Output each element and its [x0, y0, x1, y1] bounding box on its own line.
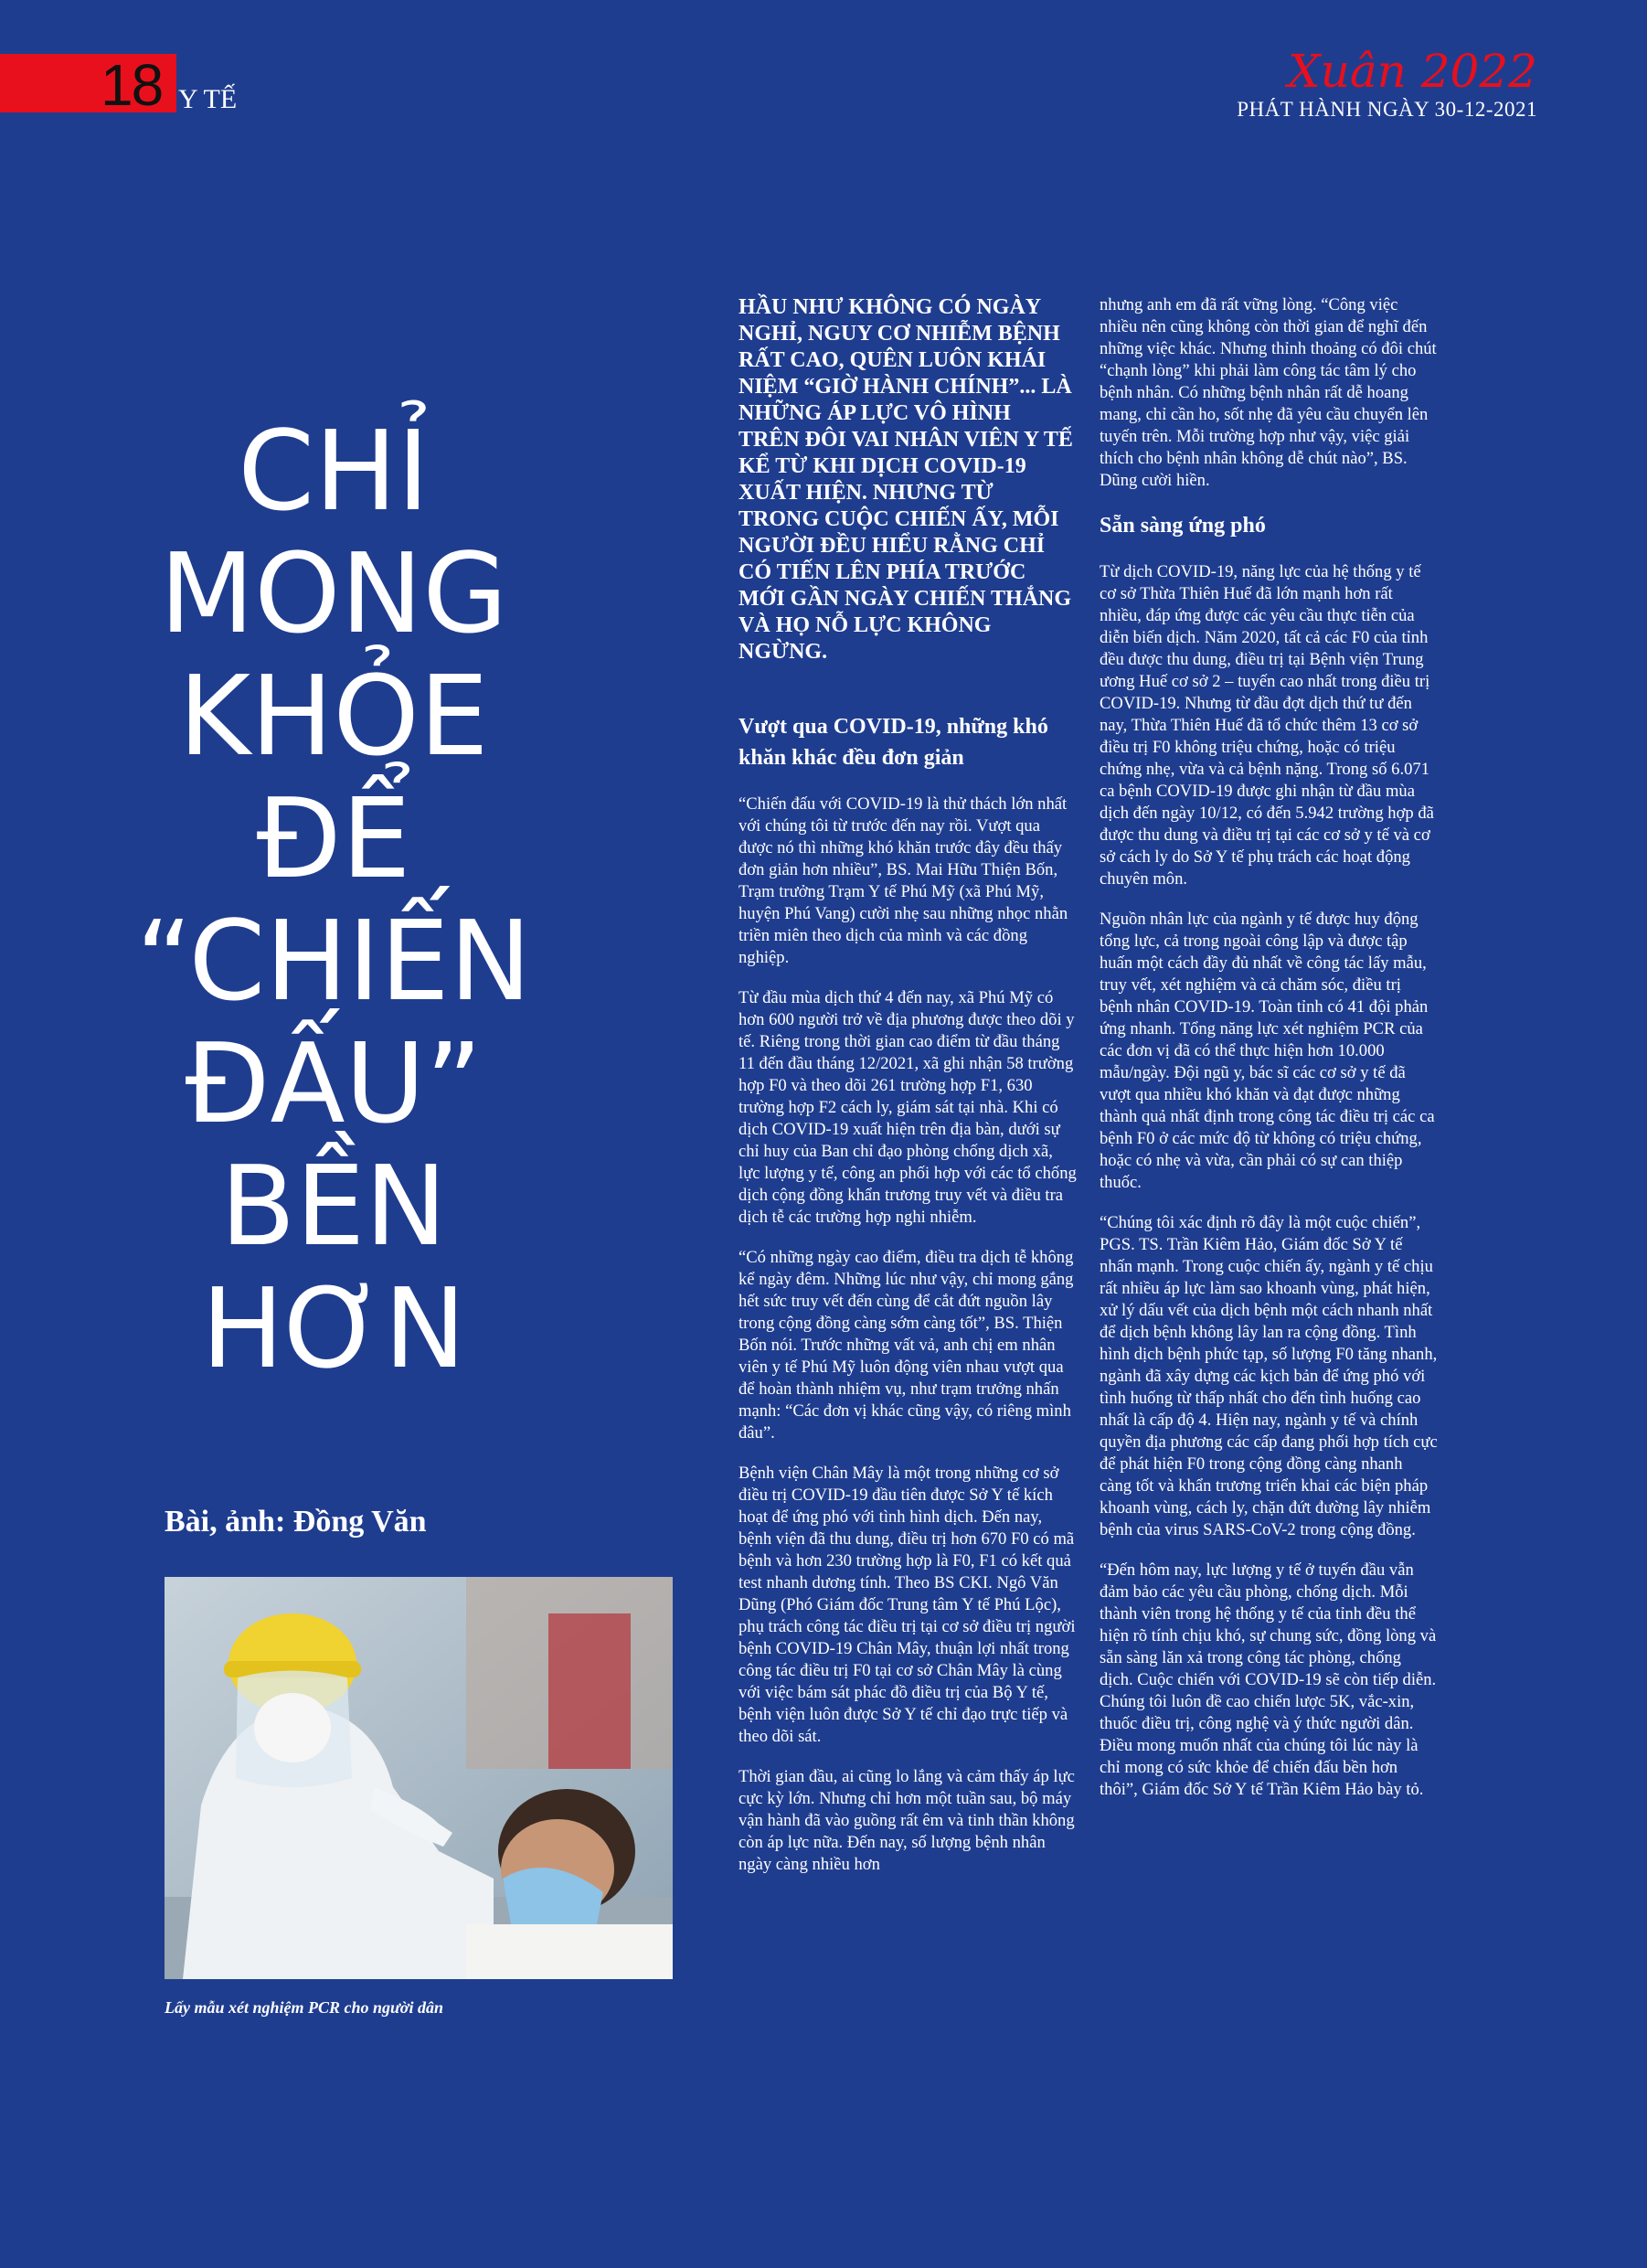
article-paragraph: Từ dịch COVID-19, năng lực của hệ thống y tế cơ sở Thừa Thiên Huế đã lớn mạnh hơn rất nhiều, đáp ứng được các yêu cầu thực tiễn của diễn biến dịch. Năm 2020, tất cả các F0 của tỉnh đều được thu dung, điều trị tại Bệnh viện Trung ương Huế cơ sở 2 – tuyến cao nhất trong điều trị COVID-19. Nhưng từ đầu đợt dịch thứ tư đến nay, Thừa Thiên Huế đã tổ chức thêm 13 cơ sở điều trị F0 không triệu chứng, hoặc có triệu chứng nhẹ, vừa và cả bệnh nặng. Trong số 6.071 ca bệnh COVID-19 được ghi nhận từ đầu mùa dịch đến ngày 10/12, có đến 5.942 trường hợp đã được thu dung và điều trị tại các cơ sở y tế và cơ sở cách ly do Sở Y tế phụ trách các hoạt động chuyên môn. — [1100, 562, 1434, 889]
section-heading: Vượt qua COVID-19, những khó khăn khác đều đơn giản — [738, 715, 1048, 770]
headline-line: “CHIẾN — [135, 899, 532, 1026]
photo-caption: Lấy mẫu xét nghiệm PCR cho người dân — [165, 1998, 443, 2017]
headline-line: MONG — [159, 531, 508, 658]
headline — [87, 411, 580, 1391]
headline-line: ĐẤU” — [185, 1021, 483, 1148]
article-paragraph: Nguồn nhân lực của ngành y tế được huy động tổng lực, cả trong ngoài công lập và được tập huấn một cách đầy đủ nhất về công tác lấy mẫu, truy vết, xét nghiệm và cả chăm sóc, điều trị bệnh nhân COVID-19. Toàn tỉnh có 41 đội phản ứng nhanh. Tổng năng lực xét nghiệm PCR của các đơn vị đã có thể thực hiện hơn 10.000 mẫu/ngày. Đội ngũ y, bác sĩ các cơ sở y tế đã vượt qua nhiều khó khăn và đạt được những thành quả nhất định trong công tác điều trị các ca bệnh F0 ở các mức độ từ không có triệu chứng, hoặc có nhẹ và vừa, cần phải có sự can thiệp thuốc. — [1100, 910, 1435, 1192]
article-column-1 — [738, 711, 1077, 1894]
section-heading: Sẵn sàng ứng phó — [1100, 514, 1266, 538]
article-paragraph: Từ đầu mùa dịch thứ 4 đến nay, xã Phú Mỹ có hơn 600 người trở về địa phương được theo dõi y tế. Riêng trong thời gian cao điểm từ đầu tháng 11 đến đầu tháng 12/2021, xã ghi nhận 58 trường hợp F0 và theo dõi 261 trường hợp F1, 630 trường hợp F2 cách ly, giám sát tại nhà. Khi có dịch COVID-19 xuất hiện trên địa bàn, dưới sự chỉ huy của Ban chỉ đạo phòng chống dịch xã, lực lượng y tế, công an phối hợp với các tổ chống dịch cộng đồng khẩn trương truy vết và điều tra dịch tễ các trường hợp nghi nhiễm. — [738, 988, 1077, 1227]
section-label: Y TẾ — [178, 84, 238, 114]
headline-line: HƠN — [201, 1266, 466, 1393]
article-paragraph: Bệnh viện Chân Mây là một trong những cơ sở điều trị COVID-19 đầu tiên được Sở Y tế kích hoạt để ứng phó với tình hình dịch. Đến nay, bệnh viện đã thu dung, điều trị hơn 670 F0 có mã bệnh và hơn 230 trường hợp là F0, F1 có kết quả test nhanh dương tính. Theo BS CKI. Ngô Văn Dũng (Phó Giám đốc Trung tâm Y tế Phú Lộc), phụ trách công tác điều trị tại cơ sở điều trị người bệnh COVID-19 Chân Mây, thuận lợi nhất trong công tác điều trị F0 tại cơ sở Chân Mây là cùng với việc bám sát phác đồ điều trị của Bộ Y tế, bệnh viện luôn được Sở Y tế chỉ đạo trực tiếp và theo dõi sát. — [738, 1464, 1076, 1746]
article-paragraph: “Đến hôm nay, lực lượng y tế ở tuyến đầu vẫn đảm bảo các yêu cầu phòng, chống dịch. Mỗi thành viên trong hệ thống y tế của tỉnh đều thể hiện rõ tính chịu khó, sự chung sức, đồng lòng và sẵn sàng lăn xả trong công tác phòng, chống dịch. Cuộc chiến với COVID-19 sẽ còn tiếp diễn. Chúng tôi luôn đề cao chiến lược 5K, vắc-xin, thuốc điều trị, công nghệ và ý thức người dân. Điều mong muốn nhất của chúng tôi lúc này là chỉ mong có sức khỏe để chiến đấu bền hơn thôi”, Giám đốc Sở Y tế Trần Kiêm Hảo bày tỏ. — [1100, 1560, 1437, 1799]
article-paragraph: “Chúng tôi xác định rõ đây là một cuộc chiến”, PGS. TS. Trần Kiêm Hảo, Giám đốc Sở Y tế nhấn mạnh. Trong cuộc chiến ấy, ngành y tế chịu rất nhiều áp lực làm sao khoanh vùng, phát hiện, xử lý dấu vết của dịch bệnh một cách nhanh nhất để dịch bệnh không lây lan ra cộng đồng. Tình hình dịch bệnh phức tạp, số lượng F0 tăng nhanh, ngành đã xây dựng các kịch bản để ứng phó với tình huống từ thấp nhất cho đến tình huống cao nhất là cấp độ 4. Hiện nay, ngành y tế và chính quyền địa phương các cấp đang phối hợp tích cực để phát hiện F0 trong cộng đồng càng nhanh càng tốt và khẩn trương triển khai các biện pháp khoanh vùng, cách ly, chặn đứt đường lây nhiễm bệnh của virus SARS-CoV-2 trong cộng đồng. — [1100, 1213, 1438, 1539]
release-date: PHÁT HÀNH NGÀY 30-12-2021 — [1237, 98, 1537, 121]
headline-line: KHỎE — [178, 654, 489, 781]
article-paragraph: nhưng anh em đã rất vững lòng. “Công việc nhiều nên cũng không còn thời gian để nghĩ đến những việc khác. Nhưng thỉnh thoảng có đôi chút “chạnh lòng” khi phải làm công tác tâm lý cho bệnh nhân. Có những bệnh nhân rất dễ hoang mang, chỉ cần ho, sốt nhẹ đã yêu cầu chuyển lên tuyến trên. Mỗi trường hợp như vậy, việc giải thích cho bệnh nhân không dễ chút nào”, BS. Dũng cười hiền. — [1100, 295, 1437, 490]
byline: Bài, ảnh: Đồng Văn — [165, 1505, 427, 1539]
edition-title: Xuân 2022 — [1288, 45, 1537, 98]
article-paragraph: Thời gian đầu, ai cũng lo lắng và cảm thấy áp lực cực kỳ lớn. Nhưng chỉ hơn một tuần sau, bộ máy vận hành đã vào guồng rất êm và tinh thần không còn áp lực nữa. Đến nay, số lượng bệnh nhân ngày càng nhiều hơn — [738, 1767, 1075, 1874]
photo-illustration — [165, 1577, 673, 1979]
page-number: 18 — [101, 52, 163, 118]
article-photo — [165, 1577, 673, 1979]
headline-line: BỀN — [220, 1144, 447, 1271]
lead-paragraph: HẦU NHƯ KHÔNG CÓ NGÀY NGHỈ, NGUY CƠ NHIỄM BỆNH RẤT CAO, QUÊN LUÔN KHÁI NIỆM “GIỜ HÀNH CHÍNH”... LÀ NHỮNG ÁP LỰC VÔ HÌNH TRÊN ĐÔI VAI NHÂN VIÊN Y TẾ KỂ TỪ KHI DỊCH COVID-19 XUẤT HIỆN. NHƯNG TỪ TRONG CUỘC CHIẾN ẤY, MỖI NGƯỜI ĐỀU HIỂU RẰNG CHỈ CÓ TIẾN LÊN PHÍA TRƯỚC MỚI GẦN NGÀY CHIẾN THẮNG VÀ HỌ NỖ LỰC KHÔNG NGỪNG. — [738, 295, 1073, 664]
headline-line: ĐỂ — [256, 776, 411, 903]
article-paragraph: “Có những ngày cao điểm, điều tra dịch tễ không kể ngày đêm. Những lúc như vậy, chỉ mong gắng hết sức truy vết đến cùng để cắt đứt nguồn lây trong cộng đồng càng sớm càng tốt”, BS. Thiện Bốn nói. Trước những vất vả, anh chị em nhân viên y tế Phú Mỹ luôn động viên nhau vượt qua để hoàn thành nhiệm vụ, như trạm trưởng nhấn mạnh: “Các đơn vị khác cũng vậy, có riêng mình đâu”. — [738, 1248, 1074, 1443]
article-column-2 — [1100, 294, 1438, 1819]
article-paragraph: “Chiến đấu với COVID-19 là thử thách lớn nhất với chúng tôi từ trước đến nay rồi. Vượt qua được nó thì những khó khăn trước đây đều thấy đơn giản hơn nhiều”, BS. Mai Hữu Thiện Bốn, Trạm trưởng Trạm Y tế Phú Mỹ (xã Phú Mỹ, huyện Phú Vang) cười nhẹ sau những nhọc nhằn triền miên theo dịch của mình và các đồng nghiệp. — [738, 794, 1068, 967]
headline-line: CHỈ — [238, 409, 430, 536]
